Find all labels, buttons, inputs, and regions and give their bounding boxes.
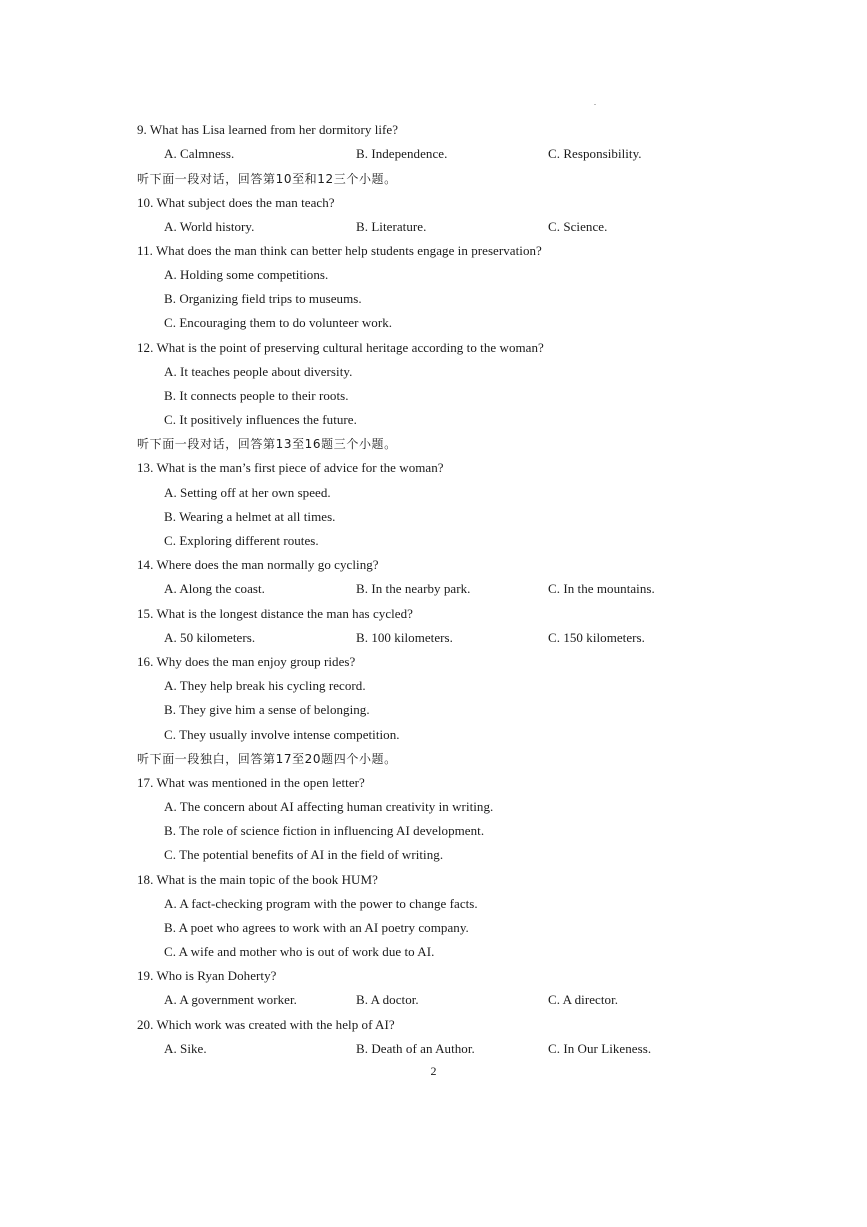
section-header-13-16: 听下面一段对话，回答第13至16题三个小题。: [137, 437, 397, 451]
question-18: 18. What is the main topic of the book HUM?: [137, 872, 378, 887]
question-10: 10. What subject does the man teach?: [137, 195, 335, 210]
q17-option-c: C. The potential benefits of AI in the field of writing.: [164, 847, 444, 862]
q16-option-c: C. They usually involve intense competition.: [164, 727, 400, 742]
q16-option-a: A. They help break his cycling record.: [164, 678, 366, 693]
q19-option-a: A. A government worker.: [164, 992, 297, 1007]
q11-option-b: B. Organizing field trips to museums.: [164, 291, 362, 306]
scan-speck: [594, 104, 596, 105]
q13-option-b: B. Wearing a helmet at all times.: [164, 509, 336, 524]
q17-option-b: B. The role of science fiction in influencing AI development.: [164, 823, 485, 838]
question-12: 12. What is the point of preserving cultural heritage according to the woman?: [137, 340, 544, 355]
question-9: 9. What has Lisa learned from her dormitory life?: [137, 122, 399, 137]
q19-option-c: C. A director.: [548, 992, 619, 1007]
question-11: 11. What does the man think can better help students engage in preservation?: [137, 243, 542, 258]
q10-option-a: A. World history.: [164, 219, 255, 234]
q20-option-a: A. Sike.: [164, 1041, 207, 1056]
section-header-10-12: 听下面一段对话，回答第10至和12三个小题。: [137, 172, 397, 186]
q10-option-c: C. Science.: [548, 219, 608, 234]
q13-option-a: A. Setting off at her own speed.: [164, 485, 331, 500]
q14-option-b: B. In the nearby park.: [356, 581, 471, 596]
q15-option-c: C. 150 kilometers.: [548, 630, 645, 645]
section-header-17-20: 听下面一段独白，回答第17至20题四个小题。: [137, 752, 397, 766]
q18-option-a: A. A fact-checking program with the power to change facts.: [164, 896, 478, 911]
question-20: 20. Which work was created with the help of AI?: [137, 1017, 395, 1032]
q11-option-c: C. Encouraging them to do volunteer work.: [164, 315, 393, 330]
q20-option-c: C. In Our Likeness.: [548, 1041, 652, 1056]
q17-option-a: A. The concern about AI affecting human creativity in writing.: [164, 799, 494, 814]
question-19: 19. Who is Ryan Doherty?: [137, 968, 277, 983]
question-14: 14. Where does the man normally go cycling?: [137, 557, 379, 572]
q13-option-c: C. Exploring different routes.: [164, 533, 319, 548]
q14-option-c: C. In the mountains.: [548, 581, 655, 596]
question-15: 15. What is the longest distance the man has cycled?: [137, 606, 413, 621]
q12-option-c: C. It positively influences the future.: [164, 412, 357, 427]
q15-option-a: A. 50 kilometers.: [164, 630, 256, 645]
q19-option-b: B. A doctor.: [356, 992, 419, 1007]
q14-option-a: A. Along the coast.: [164, 581, 265, 596]
question-13: 13. What is the man’s first piece of advice for the woman?: [137, 460, 444, 475]
q9-option-c: C. Responsibility.: [548, 146, 642, 161]
q9-option-a: A. Calmness.: [164, 146, 235, 161]
question-17: 17. What was mentioned in the open letter?: [137, 775, 365, 790]
q15-option-b: B. 100 kilometers.: [356, 630, 453, 645]
q11-option-a: A. Holding some competitions.: [164, 267, 329, 282]
q18-option-c: C. A wife and mother who is out of work due to AI.: [164, 944, 435, 959]
q10-option-b: B. Literature.: [356, 219, 427, 234]
q12-option-a: A. It teaches people about diversity.: [164, 364, 353, 379]
q20-option-b: B. Death of an Author.: [356, 1041, 475, 1056]
q18-option-b: B. A poet who agrees to work with an AI poetry company.: [164, 920, 469, 935]
q12-option-b: B. It connects people to their roots.: [164, 388, 349, 403]
page-number: 2: [430, 1064, 437, 1078]
q16-option-b: B. They give him a sense of belonging.: [164, 702, 370, 717]
question-16: 16. Why does the man enjoy group rides?: [137, 654, 356, 669]
q9-option-b: B. Independence.: [356, 146, 448, 161]
